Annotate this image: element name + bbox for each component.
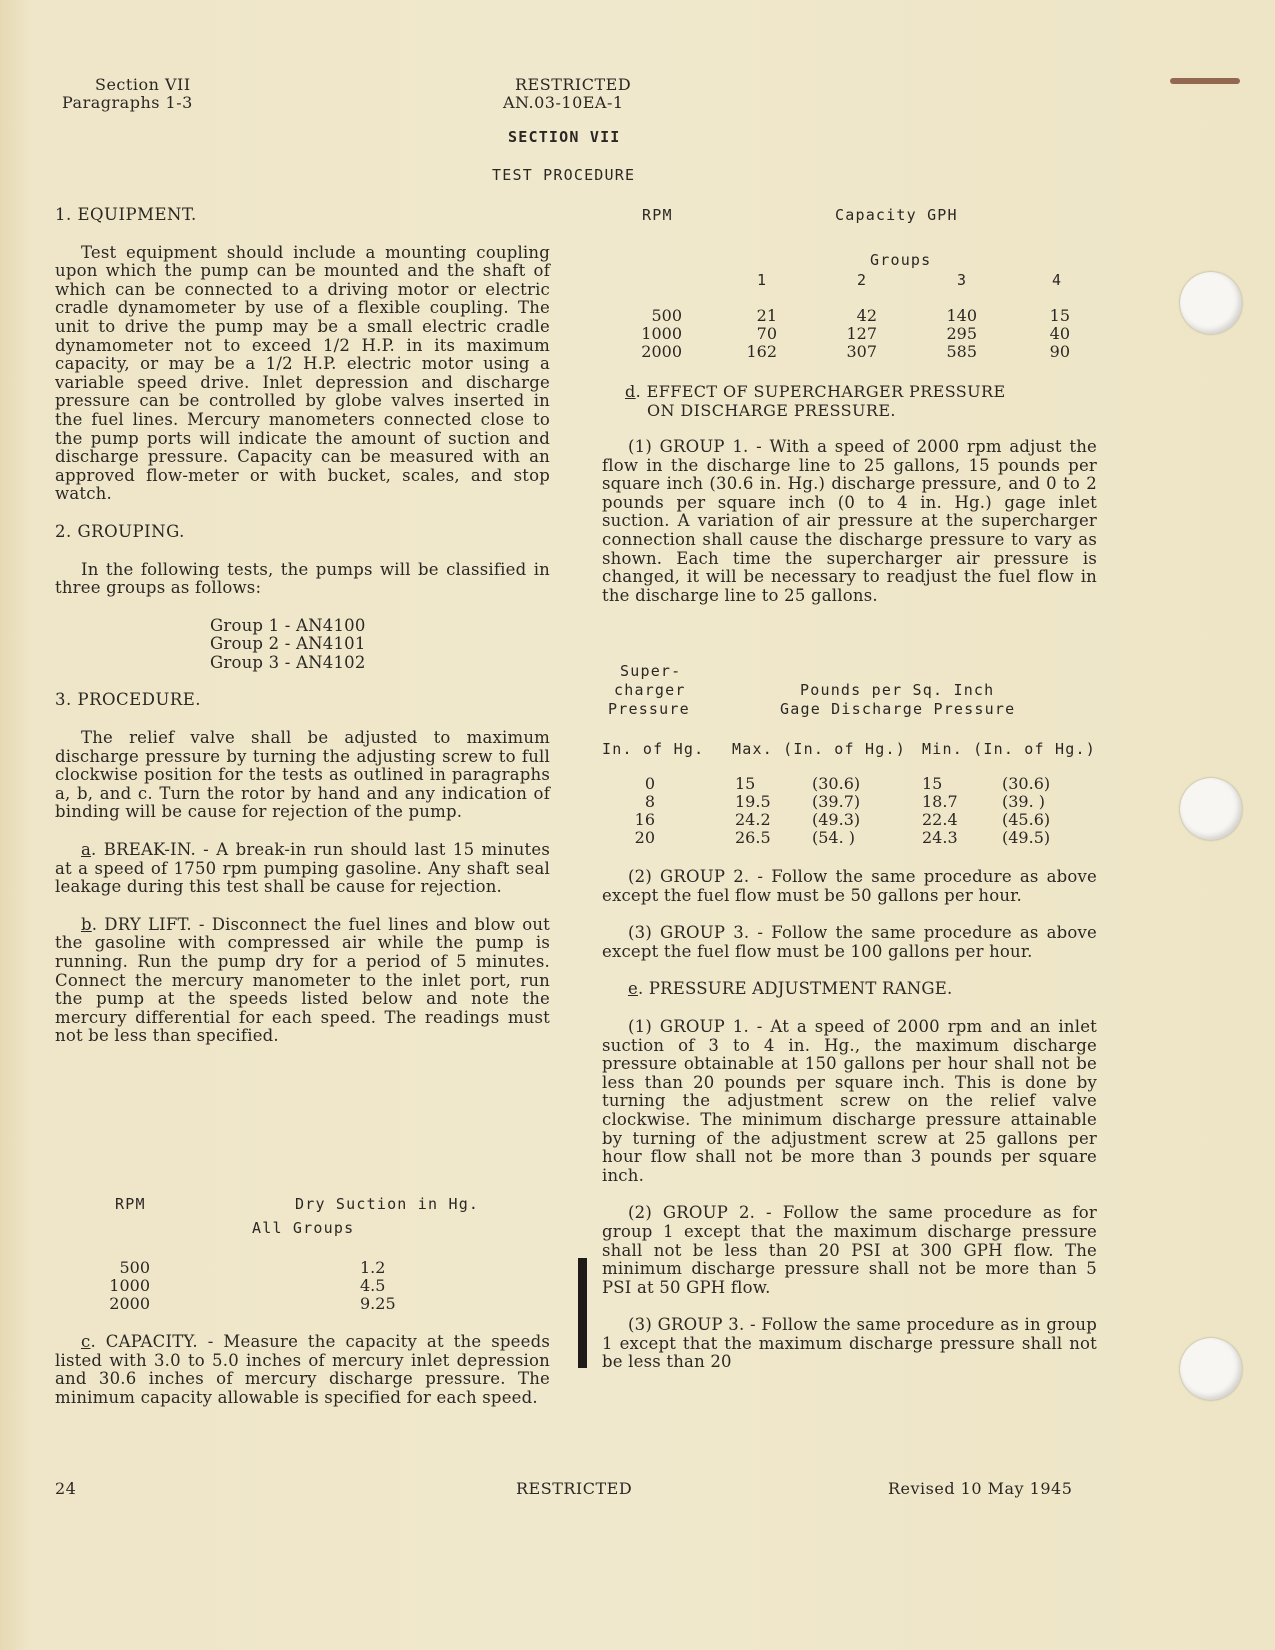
section-subtitle: TEST PROCEDURE	[492, 166, 636, 184]
sc-header-left: Super-	[620, 662, 682, 680]
dry-lift-text: . DRY LIFT. - Disconnect the fuel lines and blow out the gasoline with compressed air while the pump is running. Run the pump dry for a period of 5 minutes. Connect the mercury manometer to the inlet port, run the pump at the speeds listed below and note the mercury differential for each speed. The readings must not be less than specified.	[55, 914, 550, 1046]
procedure-heading: 3. PROCEDURE.	[55, 690, 202, 710]
dry-suction-table	[55, 1195, 550, 1315]
grouping-heading: 2. GROUPING.	[55, 521, 185, 541]
sc-pressure: 8	[644, 792, 655, 811]
capacity-group-number: 2	[857, 271, 868, 289]
break-in-letter: a	[81, 840, 92, 860]
capacity-group-number: 1	[757, 271, 768, 289]
grouping-text: In the following tests, the pumps will be classified in three groups as follows:	[55, 559, 550, 598]
left-column-top	[55, 206, 550, 1046]
capacity-table-groups-label: Groups	[870, 251, 932, 269]
supercharger-heading	[625, 383, 1006, 420]
sc-pressure: 16	[634, 810, 655, 829]
sc-min-hg: (45.6)	[1002, 810, 1051, 829]
capacity-paragraph	[55, 1333, 550, 1407]
group1-supercharger-block	[602, 438, 1097, 605]
capacity-value: 140	[946, 306, 977, 325]
capacity-rpm: 1000	[641, 324, 682, 343]
capacity-value: 295	[946, 324, 977, 343]
sc-max: 24.2	[735, 810, 771, 829]
pressure-range-heading-text: . PRESSURE ADJUSTMENT RANGE.	[637, 979, 953, 999]
group2-range-text: (2) GROUP 2. - Follow the same procedure as for group 1 except that the maximum discharge pressure shall not be less than 20 PSI at 300 GPH flow. The minimum discharge pressure shall not be more than 5 PSI at 50 GPH flow.	[602, 1203, 1097, 1297]
left-column-bottom	[55, 1333, 550, 1407]
group-list	[55, 617, 550, 673]
dry-table-rpm-header: RPM	[115, 1195, 146, 1213]
sc-max: 15	[735, 774, 756, 793]
group3-range-text: (3) GROUP 3. - Follow the same procedure as in group 1 except that the maximum discharge pressure shall not be less than 20	[602, 1315, 1097, 1372]
sc-pressure: 0	[644, 774, 655, 793]
sc-min-hg: (49.5)	[1002, 828, 1051, 847]
sc-min: 22.4	[922, 810, 958, 829]
sc-header-right: Gage Discharge Pressure	[780, 700, 1016, 718]
capacity-text: . CAPACITY. - Measure the capacity at the speeds listed with 3.0 to 5.0 inches of mercury inlet depression and 30.6 inches of mercury discharge pressure. The minimum capacity allowable is specified for each speed.	[55, 1332, 550, 1407]
right-column-bottom	[602, 868, 1097, 1372]
sc-pressure: 20	[634, 828, 655, 847]
dry-table-rpm: 500	[119, 1258, 150, 1277]
dry-table-value: 4.5	[360, 1276, 386, 1295]
sc-min: 18.7	[922, 792, 958, 811]
dry-table-value: 9.25	[360, 1294, 396, 1313]
pressure-range-letter: e	[628, 979, 638, 999]
sc-min-hg: (30.6)	[1002, 774, 1051, 793]
page-number: 24	[55, 1479, 77, 1498]
punch-hole-middle	[1180, 778, 1242, 840]
sc-max: 19.5	[735, 792, 771, 811]
capacity-value: 70	[756, 324, 777, 343]
footer-restricted: RESTRICTED	[516, 1479, 633, 1498]
supercharger-table	[600, 662, 1100, 852]
supercharger-letter: d	[625, 382, 636, 401]
group3-supercharger-text: (3) GROUP 3. - Follow the same procedure as above except the fuel flow must be 100 gallons per hour.	[602, 923, 1097, 961]
group-item: Group 1 - AN4100	[210, 615, 366, 635]
capacity-value: 15	[1049, 306, 1070, 325]
footer-revised-date: Revised 10 May 1945	[888, 1479, 1073, 1498]
group-item: Group 3 - AN4102	[210, 652, 366, 672]
dry-table-rpm: 1000	[109, 1276, 150, 1295]
ink-smudge	[1170, 78, 1240, 84]
capacity-value: 127	[846, 324, 877, 343]
sc-min: 24.3	[922, 828, 958, 847]
capacity-table-gph-header: Capacity GPH	[835, 206, 958, 224]
sc-max-hg: (39.7)	[812, 792, 861, 811]
punch-hole-bottom	[1180, 1338, 1242, 1400]
section-title: SECTION VII	[508, 128, 621, 146]
pressure-range-heading	[602, 980, 1097, 999]
capacity-rpm: 500	[651, 306, 682, 325]
sc-col-header: In. of Hg.	[602, 740, 705, 758]
sc-max-hg: (49.3)	[812, 810, 861, 829]
break-in-text: . BREAK-IN. - A break-in run should last 15 minutes at a speed of 1750 rpm pumping gasoline. Any shaft seal leakage during this test shall be cause for rejection.	[55, 840, 550, 897]
capacity-value: 585	[946, 342, 977, 361]
capacity-value: 162	[746, 342, 777, 361]
capacity-value: 307	[846, 342, 877, 361]
break-in-paragraph	[55, 841, 550, 897]
capacity-letter: c	[81, 1332, 91, 1351]
header-section-label: Section VII	[95, 75, 191, 94]
dry-lift-paragraph	[55, 916, 550, 1046]
supercharger-heading-line2: ON DISCHARGE PRESSURE.	[647, 400, 896, 420]
group1-range-text: (1) GROUP 1. - At a speed of 2000 rpm and an inlet suction of 3 to 4 in. Hg., the maximum discharge pressure obtainable at 150 gallons per hour shall not be less than 20 pounds per square inch. This is done by turning the adjustment screw on the relief valve clockwise. The minimum discharge pressure attainable by turning of the adjustment screw at 25 gallons per hour flow shall not be more than 3 pounds per square inch.	[602, 1016, 1097, 1185]
sc-header-left: charger	[614, 681, 686, 699]
equipment-heading: 1. EQUIPMENT.	[55, 205, 197, 224]
capacity-rpm: 2000	[641, 342, 682, 361]
header-paragraphs-label: Paragraphs 1-3	[62, 93, 193, 112]
group2-supercharger-text: (2) GROUP 2. - Follow the same procedure as above except the fuel flow must be 50 gallons per hour.	[602, 867, 1097, 905]
sc-col-header: Min. (In. of Hg.)	[922, 740, 1096, 758]
group1-supercharger-text: (1) GROUP 1. - With a speed of 2000 rpm adjust the flow in the discharge line to 25 gallons, 15 pounds per square inch (30.6 in. Hg.) discharge pressure, and 0 to 2 pounds per square inch (0 to 4 in. Hg.) gage inlet suction. A variation of air pressure at the supercharger connection shall cause the discharge pressure to vary as shown. Each time the supercharger air pressure is changed, it will be necessary to readjust the fuel flow in the discharge line to 25 gallons.	[602, 437, 1097, 605]
header-restricted: RESTRICTED	[515, 75, 632, 94]
capacity-value: 40	[1049, 324, 1070, 343]
capacity-value: 90	[1049, 342, 1070, 361]
capacity-value: 21	[756, 306, 777, 325]
sc-max: 26.5	[735, 828, 771, 847]
capacity-table-rpm-header: RPM	[642, 206, 673, 224]
capacity-table	[600, 206, 1100, 371]
sc-col-header: Max. (In. of Hg.)	[732, 740, 906, 758]
sc-max-hg: (54. )	[812, 828, 856, 847]
supercharger-heading-line1: . EFFECT OF SUPERCHARGER PRESSURE	[635, 382, 1006, 401]
header-doc-number: AN.03-10EA-1	[503, 93, 624, 112]
dry-table-suction-header: Dry Suction in Hg.	[295, 1195, 480, 1213]
capacity-value: 42	[856, 306, 877, 325]
equipment-text: Test equipment should include a mounting coupling upon which the pump can be mounted and the shaft of which can be connected to a driving motor or electric cradle dynamometer by use of a flexible coupling. The unit to drive the pump may be a small electric cradle dynamometer not to exceed 1/2 H.P. in its maximum capacity, or may be a 1/2 H.P. electric motor using a variable speed drive. Inlet depression and discharge pressure can be controlled by globe valves inserted in the fuel lines. Mercury manometers connected close to the pump ports will indicate the amount of suction and discharge pressure. Capacity can be measured with an approved flow-meter or with bucket, scales, and stop watch.	[55, 242, 550, 504]
revision-bar	[578, 1258, 587, 1368]
dry-lift-letter: b	[81, 914, 92, 934]
sc-max-hg: (30.6)	[812, 774, 861, 793]
capacity-group-number: 3	[957, 271, 968, 289]
group-item: Group 2 - AN4101	[210, 634, 366, 654]
dry-table-rpm: 2000	[109, 1294, 150, 1313]
punch-hole-top	[1180, 272, 1242, 334]
sc-min-hg: (39. )	[1002, 792, 1046, 811]
capacity-group-number: 4	[1052, 271, 1063, 289]
dry-table-value: 1.2	[360, 1258, 386, 1277]
sc-min: 15	[922, 774, 943, 793]
sc-header-left: Pressure	[608, 700, 690, 718]
sc-header-right: Pounds per Sq. Inch	[800, 681, 995, 699]
dry-table-groups-header: All Groups	[252, 1219, 355, 1237]
procedure-text: The relief valve shall be adjusted to maximum discharge pressure by turning the adjusting screw to full clockwise position for the tests as outlined in paragraphs a, b, and c. Turn the rotor by hand and any indication of binding will be cause for rejection of the pump.	[55, 728, 550, 822]
